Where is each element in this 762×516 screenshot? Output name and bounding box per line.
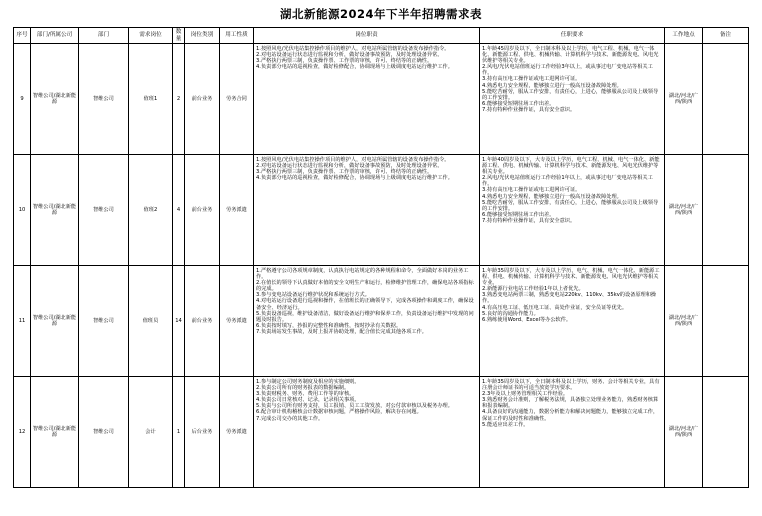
header-location: 工作地点 bbox=[665, 28, 703, 44]
cell-position: 值班员 bbox=[129, 266, 173, 377]
requirement-line: 4.熟悉电力安全规程，能够独立进行一般高压设备故障处理。 bbox=[482, 82, 622, 89]
cell-company: 智维公司/湖北新能源 bbox=[31, 44, 79, 155]
duty-line: 1.按照风电/光伏电站集控操作项目的维护人，对电站所属管辖的设备发布操作指令。 bbox=[256, 157, 450, 163]
duty-line: 4.对电站运行设备进行巡视和操作，在值班长的正确领导下，完成各项操作和调度工作，确保设备安全、经济运行。 bbox=[256, 298, 474, 311]
requirement-line: 2.风电/光伏电站值班运行工作经验1年以上，或从事过电厂变电站等相关工作。 bbox=[482, 175, 653, 188]
duty-line: 4.负责部分电站的巡视检查，做好检修配合，协调现场与上级调度电站运行维护工作。 bbox=[256, 64, 453, 71]
cell-category: 前台业务 bbox=[185, 266, 220, 377]
cell-seq: 9 bbox=[14, 44, 31, 155]
header-position: 需求岗位 bbox=[129, 28, 173, 44]
cell-location: 湖北/河北/广西/陕西 bbox=[665, 44, 703, 155]
duty-line: 6.负责按时填写，抄报的完整性和准确性，按时抄录有关数据。 bbox=[256, 322, 402, 329]
header-seq: 序号 bbox=[14, 28, 31, 44]
duty-line: 5.负责设备巡视，维护设备清洁，做好设备运行维护和保养工作，负责设备运行维护中发现的问题及时报告。 bbox=[256, 310, 474, 323]
cell-seq: 12 bbox=[14, 377, 31, 488]
table-header-row bbox=[14, 28, 749, 44]
cell-remarks bbox=[703, 155, 749, 266]
requirement-line: 7.持有特种作业操作证，具有安全意识。 bbox=[482, 106, 576, 113]
cell-employment: 劳务派遣 bbox=[220, 377, 254, 488]
requirement-line: 4.熟悉电力安全规程，能够独立进行一般高压设备故障处理。 bbox=[482, 193, 622, 200]
requirement-line: 3.持有高压电工操作证或电工进网许可证。 bbox=[482, 187, 581, 194]
cell-requirements bbox=[480, 377, 665, 488]
requirement-line: 1.年龄35周岁及以下，大专及以上学历，电气、机械、电气一体化、新能源工程、供电、机械传输、计算机科学与技术、新能源发电、风电光伏维护等相关专业。 bbox=[482, 268, 660, 287]
duty-line: 1.严格遵守公司各项规章制度，认真执行电站规定的各种规程和命令，全面做好本岗的业务工作。 bbox=[256, 268, 469, 281]
header-category: 岗位类别 bbox=[185, 28, 220, 44]
requirement-line: 2.3年及以上财务管理相关工作经验。 bbox=[482, 391, 569, 398]
requirement-line: 5.能吃苦耐劳，服从工作安排，有责任心，上进心，能够服从公司及上级领导的工作安排。 bbox=[482, 199, 659, 212]
table-row bbox=[14, 377, 749, 488]
cell-seq: 10 bbox=[14, 155, 31, 266]
requirement-line: 6.能够接受短期驻场工作出差。 bbox=[482, 100, 555, 107]
duty-line: 7.负责场站发生事故，及时上报并协助处理，配合值长完成其他各项工作。 bbox=[256, 328, 427, 335]
cell-employment: 劳务合同 bbox=[220, 44, 254, 155]
duty-line: 2.对电站设备运行状态进行监视和分析，做好设备事故预防，及时处理设备异常。 bbox=[256, 163, 443, 170]
requirement-line: 5.良好的沟通协作能力。 bbox=[482, 310, 539, 317]
requirement-line: 4.具备良好的沟通能力，数据分析能力和解决问题能力，能够独立完成工作，保证工作的及时性和准确性。 bbox=[482, 409, 659, 422]
requirement-line: 1.年龄35周岁及以下，全日制本科及以上学历，财务、会计等相关专业，具有注册会计师证书的可适当放宽学历要求。 bbox=[482, 379, 660, 392]
recruitment-table bbox=[13, 27, 749, 488]
requirement-line: 1.年龄40周岁及以下，大专及以上学历，电气工程、机械、电气一体化、新能源工程、供电、机械传输、计算机科学与技术、新能源发电、风电光伏维护等相关专业。 bbox=[482, 157, 660, 176]
cell-remarks bbox=[703, 266, 749, 377]
cell-dept: 智维公司 bbox=[79, 266, 129, 377]
cell-location: 湖北/河北/广西/陕西 bbox=[665, 377, 703, 488]
cell-dept: 智维公司 bbox=[79, 377, 129, 488]
requirement-line: 3.熟悉变电站两票三制，熟悉变电站220kv、110kv、35kv的设备原理和操作。 bbox=[482, 292, 657, 305]
duty-line: 1.参与制定公司财务制度及相应的实施细则。 bbox=[256, 379, 360, 385]
table-row bbox=[14, 44, 749, 155]
cell-company: 智维公司/湖北新能源 bbox=[31, 377, 79, 488]
cell-count: 2 bbox=[173, 44, 185, 155]
duty-line: 7.完成公司交办的其他工作。 bbox=[256, 415, 324, 422]
requirement-line: 7.持有特种作业操作证，具有安全意识。 bbox=[482, 217, 576, 224]
cell-duties bbox=[254, 155, 480, 266]
cell-category: 前台业务 bbox=[185, 44, 220, 155]
header-requirements: 任职要求 bbox=[480, 28, 665, 44]
duty-line: 2.在值长的领导下认真做好本值的安全文明生产和运行，检修维护管理工作，确保电站各项指标的完成。 bbox=[256, 280, 474, 293]
cell-company: 智维公司/湖北新能源 bbox=[31, 155, 79, 266]
duty-line: 2.负责公司所有的财务报表的数据编制。 bbox=[256, 385, 350, 392]
cell-duties bbox=[254, 44, 480, 155]
requirement-line: 2.新能源行业电站工作经验1年以上者优先。 bbox=[482, 286, 584, 293]
requirement-line: 4.有高压电工证、低压电工证、高处作业证，安全员证等优先。 bbox=[482, 304, 628, 311]
header-count: 数量 bbox=[173, 28, 185, 44]
duty-line: 5.负责与公司所有财务支持，员工报销、员工工资发放，对公付款审核以及税务办理。 bbox=[256, 403, 453, 410]
cell-category: 后台业务 bbox=[185, 377, 220, 488]
cell-employment: 劳务派遣 bbox=[220, 266, 254, 377]
cell-remarks bbox=[703, 44, 749, 155]
table-row bbox=[14, 266, 749, 377]
header-duties: 岗位职责 bbox=[254, 28, 480, 44]
requirement-line: 3.熟悉财务会计准则，了解税务法规，具备独立处理业务能力，熟悉财务核算和报表编制。 bbox=[482, 397, 659, 410]
cell-requirements bbox=[480, 155, 665, 266]
header-department: 部门/所属公司 bbox=[31, 28, 79, 44]
duty-line: 6.配合审计机构稽核会计数据审核问题，严格操作风险，解决存在问题。 bbox=[256, 409, 422, 416]
cell-duties bbox=[254, 266, 480, 377]
header-dept: 部门 bbox=[79, 28, 129, 44]
requirement-line: 5.能适应出差工作。 bbox=[482, 421, 529, 428]
duty-line: 2.对电站设备运行状态进行监视和分析，做好设备事故预防，及时处理设备异常。 bbox=[256, 52, 443, 59]
duty-line: 3.负责财税务、财务、费用工作等的审核。 bbox=[256, 391, 355, 398]
cell-category: 前台业务 bbox=[185, 155, 220, 266]
cell-count: 1 bbox=[173, 377, 185, 488]
duty-line: 3.参与变电站设备运行维护状况和系统运行方式。 bbox=[256, 292, 370, 299]
cell-count: 14 bbox=[173, 266, 185, 377]
duty-line: 1.按照风电/光伏电站集控操作项目的维护人，对电站所属管辖的设备发布操作指令。 bbox=[256, 46, 450, 52]
header-remarks: 备注 bbox=[703, 28, 749, 44]
cell-remarks bbox=[703, 377, 749, 488]
cell-dept: 智维公司 bbox=[79, 155, 129, 266]
duty-line: 4.负责公司日常核对、记录，记录相关事项。 bbox=[256, 397, 360, 404]
duty-line: 4.负责部分电站的巡视检查，做好检修配合，协调现场与上级调度电站运行维护工作。 bbox=[256, 175, 453, 182]
cell-location: 湖北/河北/广西/陕西 bbox=[665, 155, 703, 266]
cell-company: 智维公司/湖北新能源 bbox=[31, 266, 79, 377]
cell-position: 会计 bbox=[129, 377, 173, 488]
cell-position: 值班1 bbox=[129, 44, 173, 155]
requirement-line: 6.熟练使用Word、Excel等办公软件。 bbox=[482, 316, 572, 323]
table-row bbox=[14, 155, 749, 266]
requirement-line: 3.持有高压电工操作证或电工进网许可证。 bbox=[482, 76, 581, 83]
requirement-line: 2.风电/光伏电站值班运行工作经验3年以上，或从事过电厂变电站等相关工作。 bbox=[482, 64, 653, 77]
requirement-line: 6.能够接受短期驻场工作出差。 bbox=[482, 211, 555, 218]
cell-count: 4 bbox=[173, 155, 185, 266]
cell-seq: 11 bbox=[14, 266, 31, 377]
cell-requirements bbox=[480, 44, 665, 155]
cell-employment: 劳务派遣 bbox=[220, 155, 254, 266]
requirement-line: 5.能吃苦耐劳，服从工作安排，有责任心，上进心，能够服从公司及上级领导的工作安排。 bbox=[482, 88, 659, 101]
cell-duties bbox=[254, 377, 480, 488]
cell-dept: 智维公司 bbox=[79, 44, 129, 155]
cell-location: 湖北/河北/广西/陕西 bbox=[665, 266, 703, 377]
cell-position: 值班2 bbox=[129, 155, 173, 266]
duty-line: 3.严格执行两票三制，负责操作票、工作票的审核，许可、终结等的正确性。 bbox=[256, 169, 433, 176]
requirement-line: 1.年龄45周岁及以下，全日制本科及以上学历，电气工程、机械、电气一体化、新能源工程、供电、机械传输、计算机科学与技术、新能源发电、风电光伏维护等相关专业。 bbox=[482, 46, 659, 65]
duty-line: 3.严格执行两票三制，负责操作票、工作票的审核，许可、终结等的正确性。 bbox=[256, 58, 433, 65]
page-title: 湖北新能源2024年下半年招聘需求表 bbox=[279, 7, 482, 21]
header-employment: 用工性质 bbox=[220, 28, 254, 44]
cell-requirements bbox=[480, 266, 665, 377]
